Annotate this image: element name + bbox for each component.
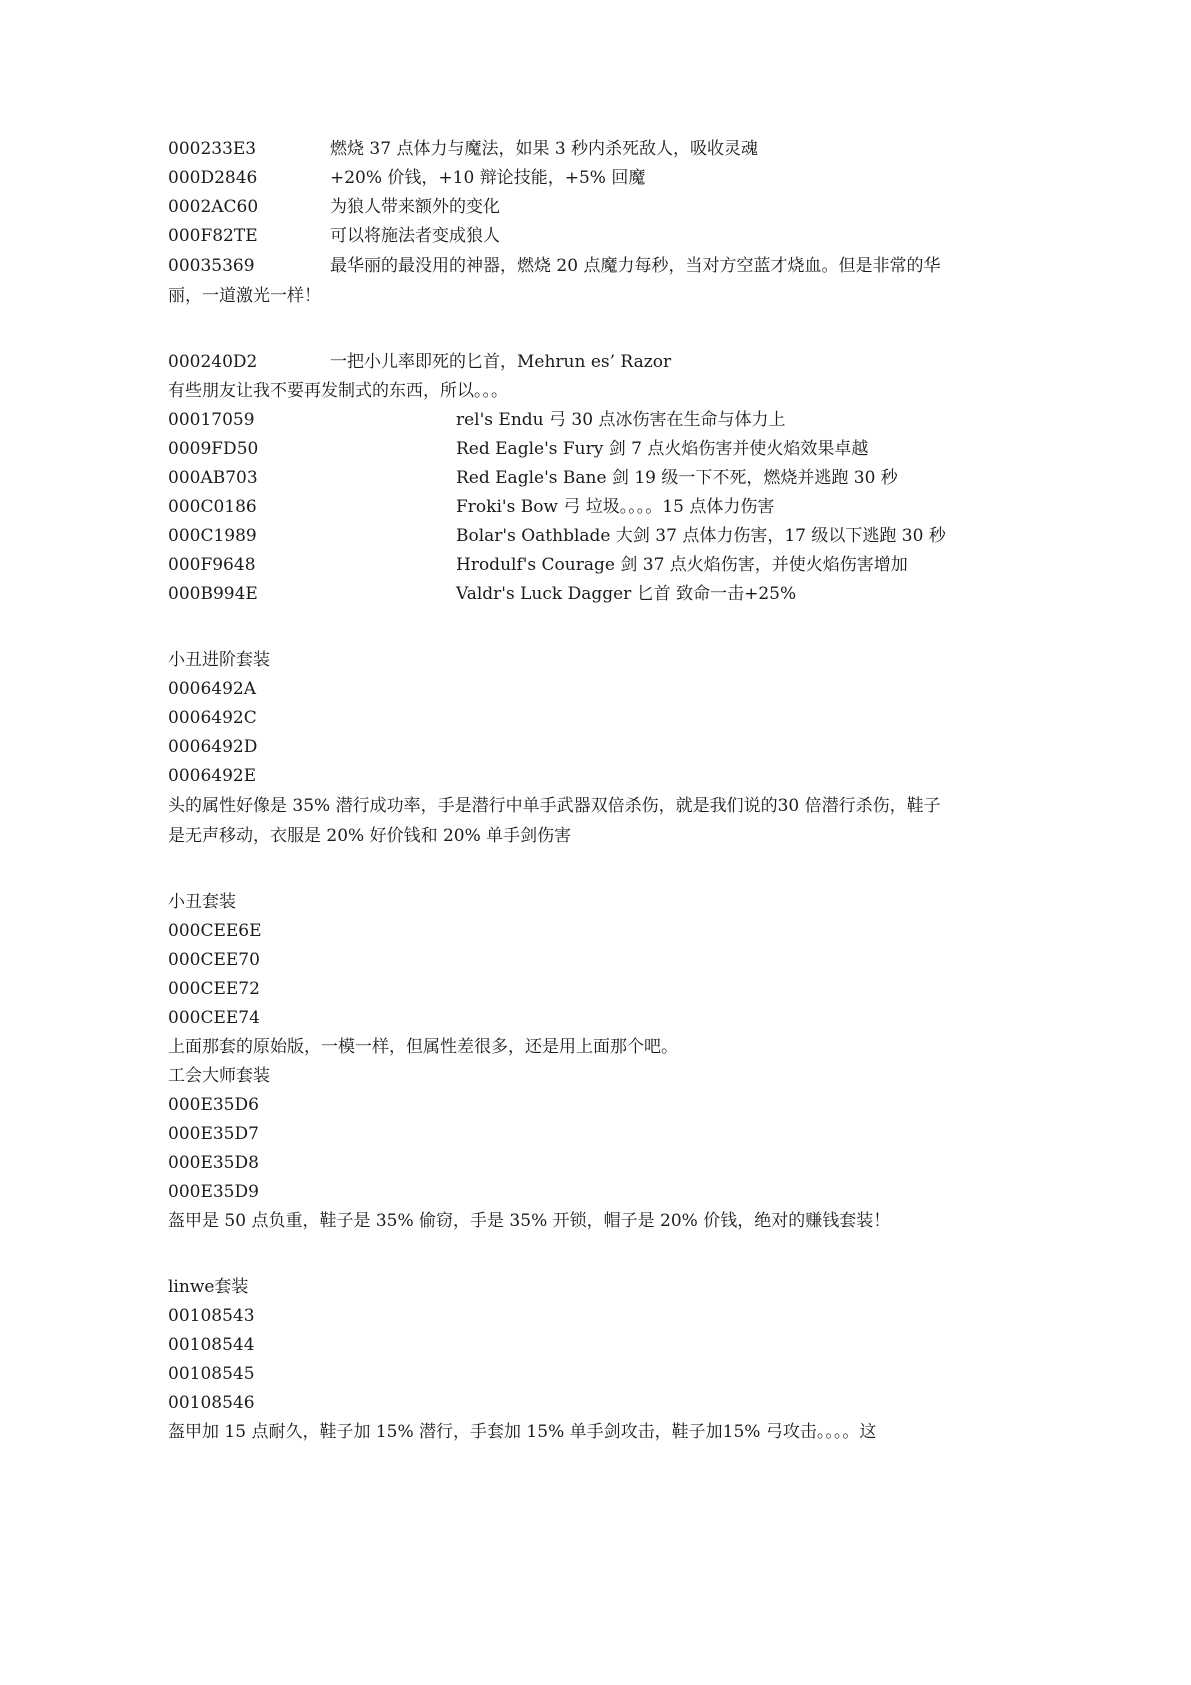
section-title: 小丑进阶套装 [168,650,270,670]
section-desc: 头的属性好像是 35% 潜行成功率，手是潜行中单手武器双倍杀伤，就是我们说的30 倍潜行杀伤，鞋子是无声移动，衣服是 20% 好价钱和 20% 单手剑伤害 [168,796,941,846]
item-code: 000CEE74 [168,1008,260,1028]
list-item [168,580,958,609]
item-code: 0006492D [168,737,258,757]
item-desc: +20% 价钱，+10 辩论技能，+5% 回魔 [330,168,646,188]
spacer [168,1236,958,1273]
spacer [168,609,958,646]
list-item [168,251,946,311]
section-desc: 上面那套的原始版，一模一样，但属性差很多，还是用上面那个吧。 [168,1037,678,1057]
item-code: 000E35D8 [168,1153,259,1173]
item-code: 00108544 [168,1335,255,1355]
item-code: 00108546 [168,1393,255,1413]
section-title: 小丑套装 [168,892,236,912]
item-code: 000CEE6E [168,921,262,941]
item-desc: Hrodulf's Courage 剑 37 点火焰伤害，并使火焰伤害增加 [456,555,908,575]
list-item [168,135,958,164]
list-item [168,522,958,551]
item-code: 00017059 [168,410,255,430]
list-item [168,164,958,193]
item-desc: 一把小儿率即死的匕首，Mehrun es’ Razor [330,352,672,372]
item-code: 000E35D7 [168,1124,259,1144]
item-code: 0006492A [168,679,256,699]
item-desc: rel's Endu 弓 30 点冰伤害在生命与体力上 [456,410,786,430]
item-code: 00108543 [168,1306,255,1326]
item-code: 00035369 [168,256,255,276]
item-code: 000F82TE [168,226,258,246]
item-code: 000C1989 [168,526,257,546]
item-code: 000B994E [168,584,258,604]
item-code: 000E35D6 [168,1095,259,1115]
item-code: 00108545 [168,1364,255,1384]
item-code: 000CEE72 [168,979,260,999]
list-item [168,493,958,522]
spacer [168,851,958,888]
item-code: 0006492E [168,766,257,786]
list-item [168,464,958,493]
item-code: 000233E3 [168,139,257,159]
item-desc: 最华丽的最没用的神器，燃烧 20 点魔力每秒，当对方空蓝才烧血。但是非常的华丽，一道激光一样！ [168,256,941,306]
item-code: 0002AC60 [168,197,259,217]
spacer [168,311,958,348]
item-code: 000E35D9 [168,1182,259,1202]
item-desc: 可以将施法者变成狼人 [330,226,500,246]
document-body [168,135,958,1447]
list-item [168,406,958,435]
item-code: 000D2846 [168,168,258,188]
list-item [168,222,958,251]
item-desc: Red Eagle's Bane 剑 19 级一下不死，燃烧并逃跑 30 秒 [456,468,898,488]
section-title: linwe套装 [168,1277,249,1297]
section-desc: 盔甲是 50 点负重，鞋子是 35% 偷窃，手是 35% 开锁，帽子是 20% 价钱，绝对的赚钱套装！ [168,1211,891,1231]
section-desc: 盔甲加 15 点耐久，鞋子加 15% 潜行，手套加 15% 单手剑攻击，鞋子加15% 弓攻击。。。。这 [168,1422,877,1442]
item-code: 000F9648 [168,555,256,575]
item-code: 000AB703 [168,468,258,488]
item-code: 000240D2 [168,352,258,372]
list-item [168,193,958,222]
item-code: 000C0186 [168,497,257,517]
item-desc: Bolar's Oathblade 大剑 37 点体力伤害，17 级以下逃跑 30 秒 [456,526,946,546]
item-desc: Red Eagle's Fury 剑 7 点火焰伤害并使火焰效果卓越 [456,439,869,459]
item-code: 0009FD50 [168,439,259,459]
item-code: 000CEE70 [168,950,260,970]
list-item [168,435,958,464]
list-item [168,348,958,377]
list-item [168,551,958,580]
item-desc: 燃烧 37 点体力与魔法，如果 3 秒内杀死敌人，吸收灵魂 [330,139,759,159]
item-desc: Froki's Bow 弓 垃圾。。。。15 点体力伤害 [456,497,775,517]
section-title: 工会大师套装 [168,1066,270,1086]
item-desc: 为狼人带来额外的变化 [330,197,500,217]
item-desc: Valdr's Luck Dagger 匕首 致命一击+25% [456,584,797,604]
note-text: 有些朋友让我不要再发制式的东西，所以。。。 [168,381,508,401]
item-code: 0006492C [168,708,257,728]
